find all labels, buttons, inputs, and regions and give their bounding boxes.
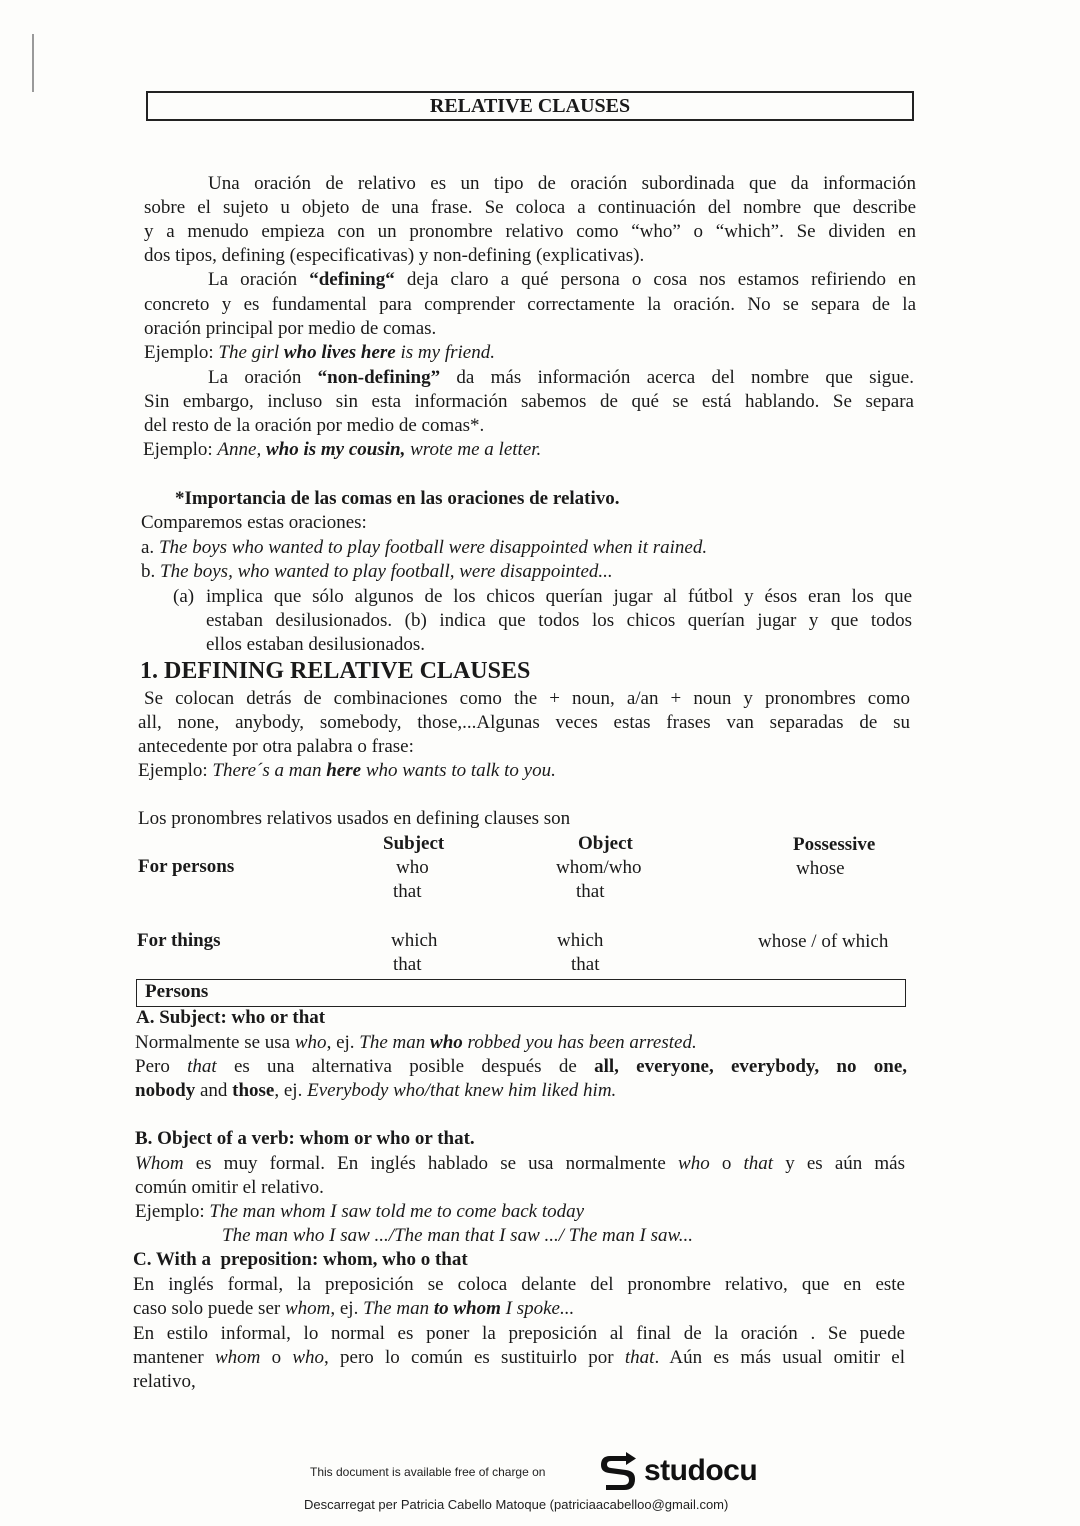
table-cell-persons-subject-1: who xyxy=(396,857,429,878)
section-c-line-4: mantener whom o who, pero lo común es sustituirlo por that. Aún es más usual omitir el xyxy=(133,1347,906,1368)
studocu-logo[interactable] xyxy=(596,1450,757,1492)
persons-section-box xyxy=(136,979,906,1007)
intro-p1-line-4: dos tipos, defining (especificativas) y non-defining (explicativas). xyxy=(144,245,645,266)
section-c-line-5: relativo, xyxy=(133,1371,196,1392)
section-a-line-3: nobody and those, ej. Everybody who/that knew him liked him. xyxy=(135,1080,617,1101)
table-header-subject: Subject xyxy=(383,833,445,854)
defining-line-3: antecedente por otra palabra o frase: xyxy=(138,736,414,757)
commas-example-a: a. The boys who wanted to play football were disappointed when it rained. xyxy=(141,537,708,558)
intro-p1-line-3: y a menudo empieza con un pronombre relativo como “who” o “which”. Se dividen en xyxy=(144,221,916,242)
table-cell-things-subject-1: which xyxy=(391,930,438,951)
intro-p3-line-2: Sin embargo, incluso sin esta información sabemos de qué se está hablando. Se separa xyxy=(144,391,914,412)
section-b-line-1: Whom es muy formal. En inglés hablado se usa normalmente who o that y es aún más xyxy=(135,1153,905,1174)
scan-edge-mark xyxy=(32,34,34,92)
section-a-line-1: Normalmente se usa who, ej. The man who robbed you has been arrested. xyxy=(135,1032,697,1053)
section-c-heading: C. With a preposition: whom, who o that xyxy=(133,1249,468,1270)
table-cell-things-object-2: that xyxy=(571,954,600,975)
intro-p1-line-2: sobre el sujeto u objeto de una frase. Se coloca a continuación del nombre que describe xyxy=(144,197,916,218)
persons-section-label: Persons xyxy=(145,981,209,1002)
table-header-possessive: Possessive xyxy=(793,834,876,855)
commas-note-line-3: ellos estaban desilusionados. xyxy=(206,634,425,655)
section-c-line-2: caso solo puede ser whom, ej. The man to whom I spoke... xyxy=(133,1298,575,1319)
table-cell-persons-object-1: whom/who xyxy=(556,857,642,878)
table-row-label-things: For things xyxy=(137,930,221,951)
commas-note-line-2: estaban desilusionados. (b) indica que todos los chicos querían jugar y que todos xyxy=(206,610,912,631)
intro-p3-line-1: La oración “non-defining” da más información acerca del nombre que sigue. xyxy=(208,367,914,388)
table-cell-persons-possessive: whose xyxy=(796,858,845,879)
commas-lead: Comparemos estas oraciones: xyxy=(141,512,367,533)
table-intro: Los pronombres relativos usados en defining clauses son xyxy=(138,808,571,829)
section-a-line-2: Pero that es una alternativa posible después de all, everyone, everybody, no one, xyxy=(135,1056,907,1077)
defining-example: Ejemplo: There´s a man here who wants to talk to you. xyxy=(138,760,556,781)
section-b-example-1: Ejemplo: The man whom I saw told me to come back today xyxy=(135,1201,585,1222)
table-cell-things-subject-2: that xyxy=(393,954,422,975)
defining-heading: 1. DEFINING RELATIVE CLAUSES xyxy=(140,658,531,684)
intro-p1-line-1: Una oración de relativo es un tipo de oración subordinada que da información xyxy=(208,173,916,194)
intro-p2-example: Ejemplo: The girl who lives here is my friend. xyxy=(144,342,495,363)
section-b-heading: B. Object of a verb: whom or who or that. xyxy=(135,1128,475,1149)
section-b-line-2: común omitir el relativo. xyxy=(135,1177,324,1198)
footer-downloaded-by: Descarregat per Patricia Cabello Matoque (patriciaacabelloo@gmail.com) xyxy=(304,1497,729,1512)
intro-p3-line-3: del resto de la oración por medio de comas*. xyxy=(144,415,485,436)
section-a-heading: A. Subject: who or that xyxy=(136,1007,326,1028)
section-c-line-1: En inglés formal, la preposición se coloca delante del pronombre relativo, que en este xyxy=(133,1274,905,1295)
commas-note-label: (a) xyxy=(173,586,195,607)
defining-line-2: all, none, anybody, somebody, those,...Algunas veces estas frases van separadas de su xyxy=(138,712,910,733)
commas-note-line-1: implica que sólo algunos de los chicos querían jugar al fútbol y ésos eran los que xyxy=(206,586,912,607)
studocu-logo-wordmark: studocu xyxy=(644,1454,758,1487)
table-row-label-persons: For persons xyxy=(138,856,235,877)
page-title: RELATIVE CLAUSES xyxy=(146,91,914,121)
table-header-object: Object xyxy=(578,833,633,854)
intro-p2-line-3: oración principal por medio de comas. xyxy=(144,318,437,339)
section-b-example-2: The man who I saw .../The man that I saw .../ The man I saw... xyxy=(222,1225,693,1246)
table-cell-persons-subject-2: that xyxy=(393,881,422,902)
commas-heading: *Importancia de las comas en las oraciones de relativo. xyxy=(175,488,620,509)
intro-p2-line-1: La oración “defining“ deja claro a qué persona o cosa nos estamos refiriendo en xyxy=(208,269,917,290)
intro-p2-line-2: concreto y es fundamental para comprender correctamente la oración. No se separa de la xyxy=(144,294,916,315)
table-cell-things-object-1: which xyxy=(557,930,604,951)
studocu-logo-icon xyxy=(596,1450,638,1492)
commas-example-b: b. The boys, who wanted to play football, were disappointed... xyxy=(141,561,613,582)
defining-line-1: Se colocan detrás de combinaciones como the + noun, a/an + noun y pronombres como xyxy=(144,688,910,709)
intro-p3-example: Ejemplo: Anne, who is my cousin, wrote me a letter. xyxy=(143,439,542,460)
table-cell-things-possessive: whose / of which xyxy=(758,931,889,952)
footer-available-text: This document is available free of charge on xyxy=(310,1465,546,1479)
table-cell-persons-object-2: that xyxy=(576,881,605,902)
section-c-line-3: En estilo informal, lo normal es poner la preposición al final de la oración . Se puede xyxy=(133,1323,905,1344)
